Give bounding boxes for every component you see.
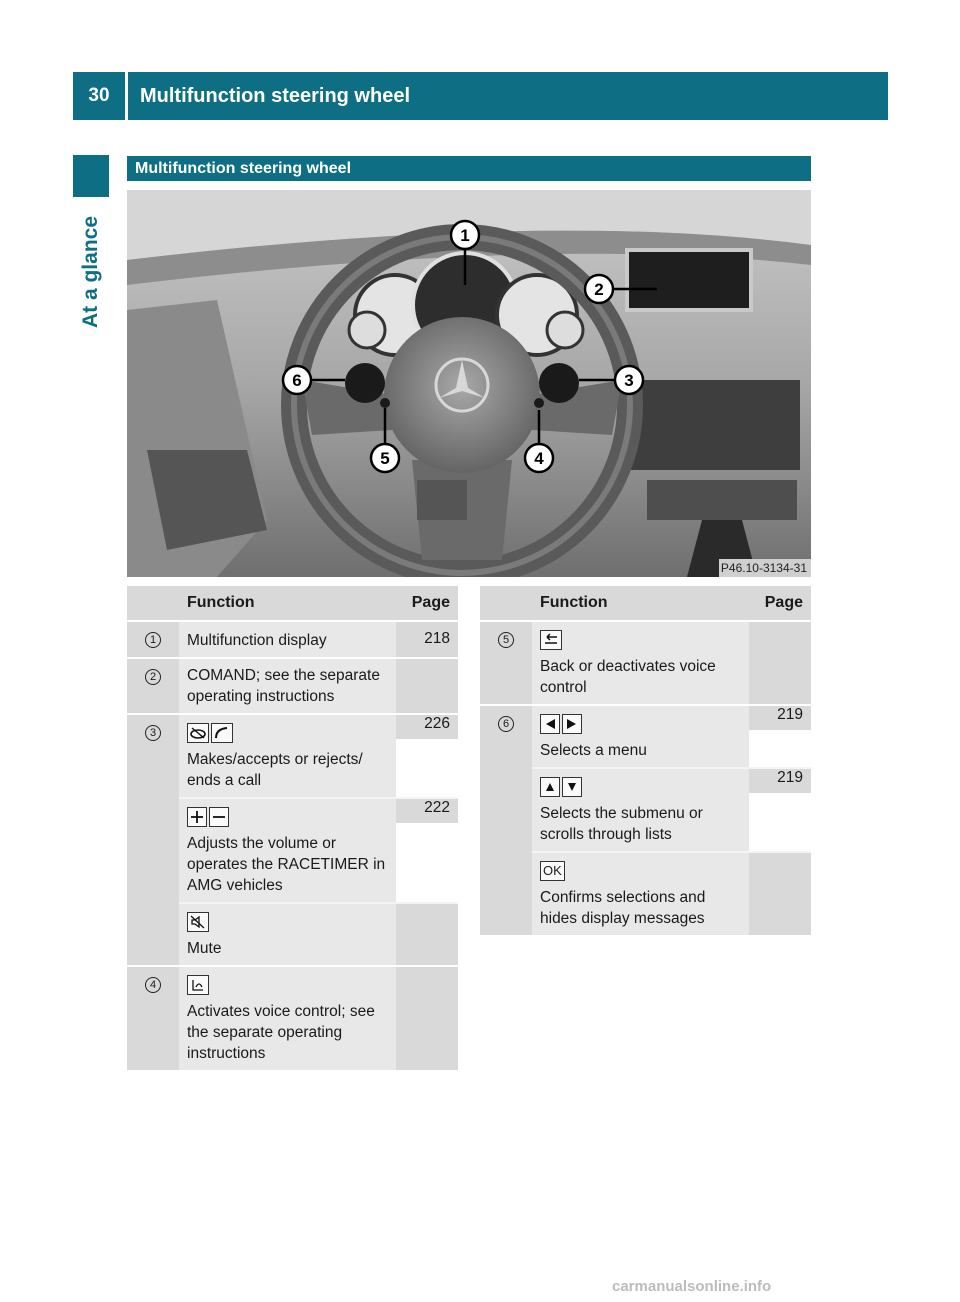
page-ref: 219 — [749, 704, 811, 730]
side-tab — [73, 197, 109, 347]
figure-code: P46.10-3134-31 — [720, 561, 807, 575]
callout-6 — [283, 366, 311, 394]
page-ref: 226 — [396, 713, 458, 739]
page-number: 30 — [73, 72, 125, 120]
function-text: Selects a menu — [540, 742, 647, 759]
page-ref: 222 — [396, 797, 458, 823]
page-ref — [396, 657, 458, 713]
down-arrow-key-icon — [562, 777, 582, 797]
left-arrow-key-icon — [540, 714, 560, 734]
page-header-title: Multifunction steering wheel — [128, 72, 888, 120]
function-text: Selects the submenu or scrolls through lists — [540, 805, 703, 843]
function-cell — [532, 767, 749, 851]
item-number: 3 — [145, 725, 161, 741]
page-ref: 219 — [749, 767, 811, 793]
hangup-key-icon — [187, 723, 209, 743]
back-key-icon — [540, 630, 562, 650]
header-function: Function — [179, 586, 396, 620]
function-cell — [179, 797, 396, 902]
item-number: 6 — [498, 716, 514, 732]
header-page: Page — [396, 586, 458, 620]
table-row — [480, 704, 811, 767]
function-text: Mute — [187, 940, 222, 957]
header-page: Page — [749, 586, 811, 620]
callout-2 — [585, 275, 613, 303]
function-cell — [532, 704, 749, 767]
header-function: Function — [532, 586, 749, 620]
side-tab-marker — [73, 155, 109, 197]
page-ref — [749, 851, 811, 935]
function-text: Activates voice control; see the separate operating instructions — [187, 1003, 375, 1062]
svg-text:2: 2 — [594, 280, 604, 299]
section-title: Multifunction steering wheel — [127, 156, 811, 181]
table-row — [127, 713, 458, 797]
page-ref — [749, 620, 811, 704]
page-ref: 218 — [396, 620, 458, 657]
voice-control-key-icon — [187, 975, 209, 995]
steering-wheel-illustration — [127, 190, 811, 577]
function-table-left — [127, 586, 458, 1070]
function-cell — [179, 965, 396, 1070]
side-tab-label: At a glance — [79, 215, 102, 329]
item-number: 4 — [145, 977, 161, 993]
function-cell — [179, 713, 396, 797]
svg-text:1: 1 — [460, 226, 470, 245]
function-text: Confirms selections and hides display messages — [540, 889, 706, 927]
item-number: 1 — [145, 632, 161, 648]
function-text: Adjusts the volume or operates the RACETIMER in AMG vehicles — [187, 835, 386, 894]
right-arrow-key-icon — [562, 714, 582, 734]
function-text: COMAND; see the separate operating instructions — [179, 657, 396, 713]
ok-key-icon: OK — [540, 861, 565, 881]
function-cell — [532, 851, 749, 935]
up-arrow-key-icon — [540, 777, 560, 797]
table-row — [480, 620, 811, 704]
callout-3 — [615, 366, 643, 394]
minus-key-icon — [209, 807, 229, 827]
item-number: 2 — [145, 669, 161, 685]
svg-text:6: 6 — [292, 371, 302, 390]
plus-key-icon — [187, 807, 207, 827]
table-row — [127, 965, 458, 1070]
function-table-right — [480, 586, 811, 935]
page-ref — [396, 965, 458, 1070]
svg-text:4: 4 — [534, 449, 544, 468]
table-row — [127, 620, 458, 657]
svg-text:5: 5 — [380, 449, 390, 468]
callout-1 — [451, 221, 479, 249]
accept-call-key-icon — [211, 723, 233, 743]
table-row — [127, 657, 458, 713]
callout-4 — [525, 444, 553, 472]
function-cell — [179, 902, 396, 965]
function-text: Back or deactivates voice control — [540, 658, 716, 696]
mute-key-icon — [187, 912, 209, 932]
function-cell — [532, 620, 749, 704]
footer-site: carmanualsonline.info — [612, 1278, 772, 1295]
callout-5 — [371, 444, 399, 472]
item-number: 5 — [498, 632, 514, 648]
page-ref — [396, 902, 458, 965]
function-text: Multifunction display — [179, 620, 396, 657]
svg-text:3: 3 — [624, 371, 634, 390]
function-text: Makes/accepts or rejects/ ends a call — [187, 751, 363, 789]
